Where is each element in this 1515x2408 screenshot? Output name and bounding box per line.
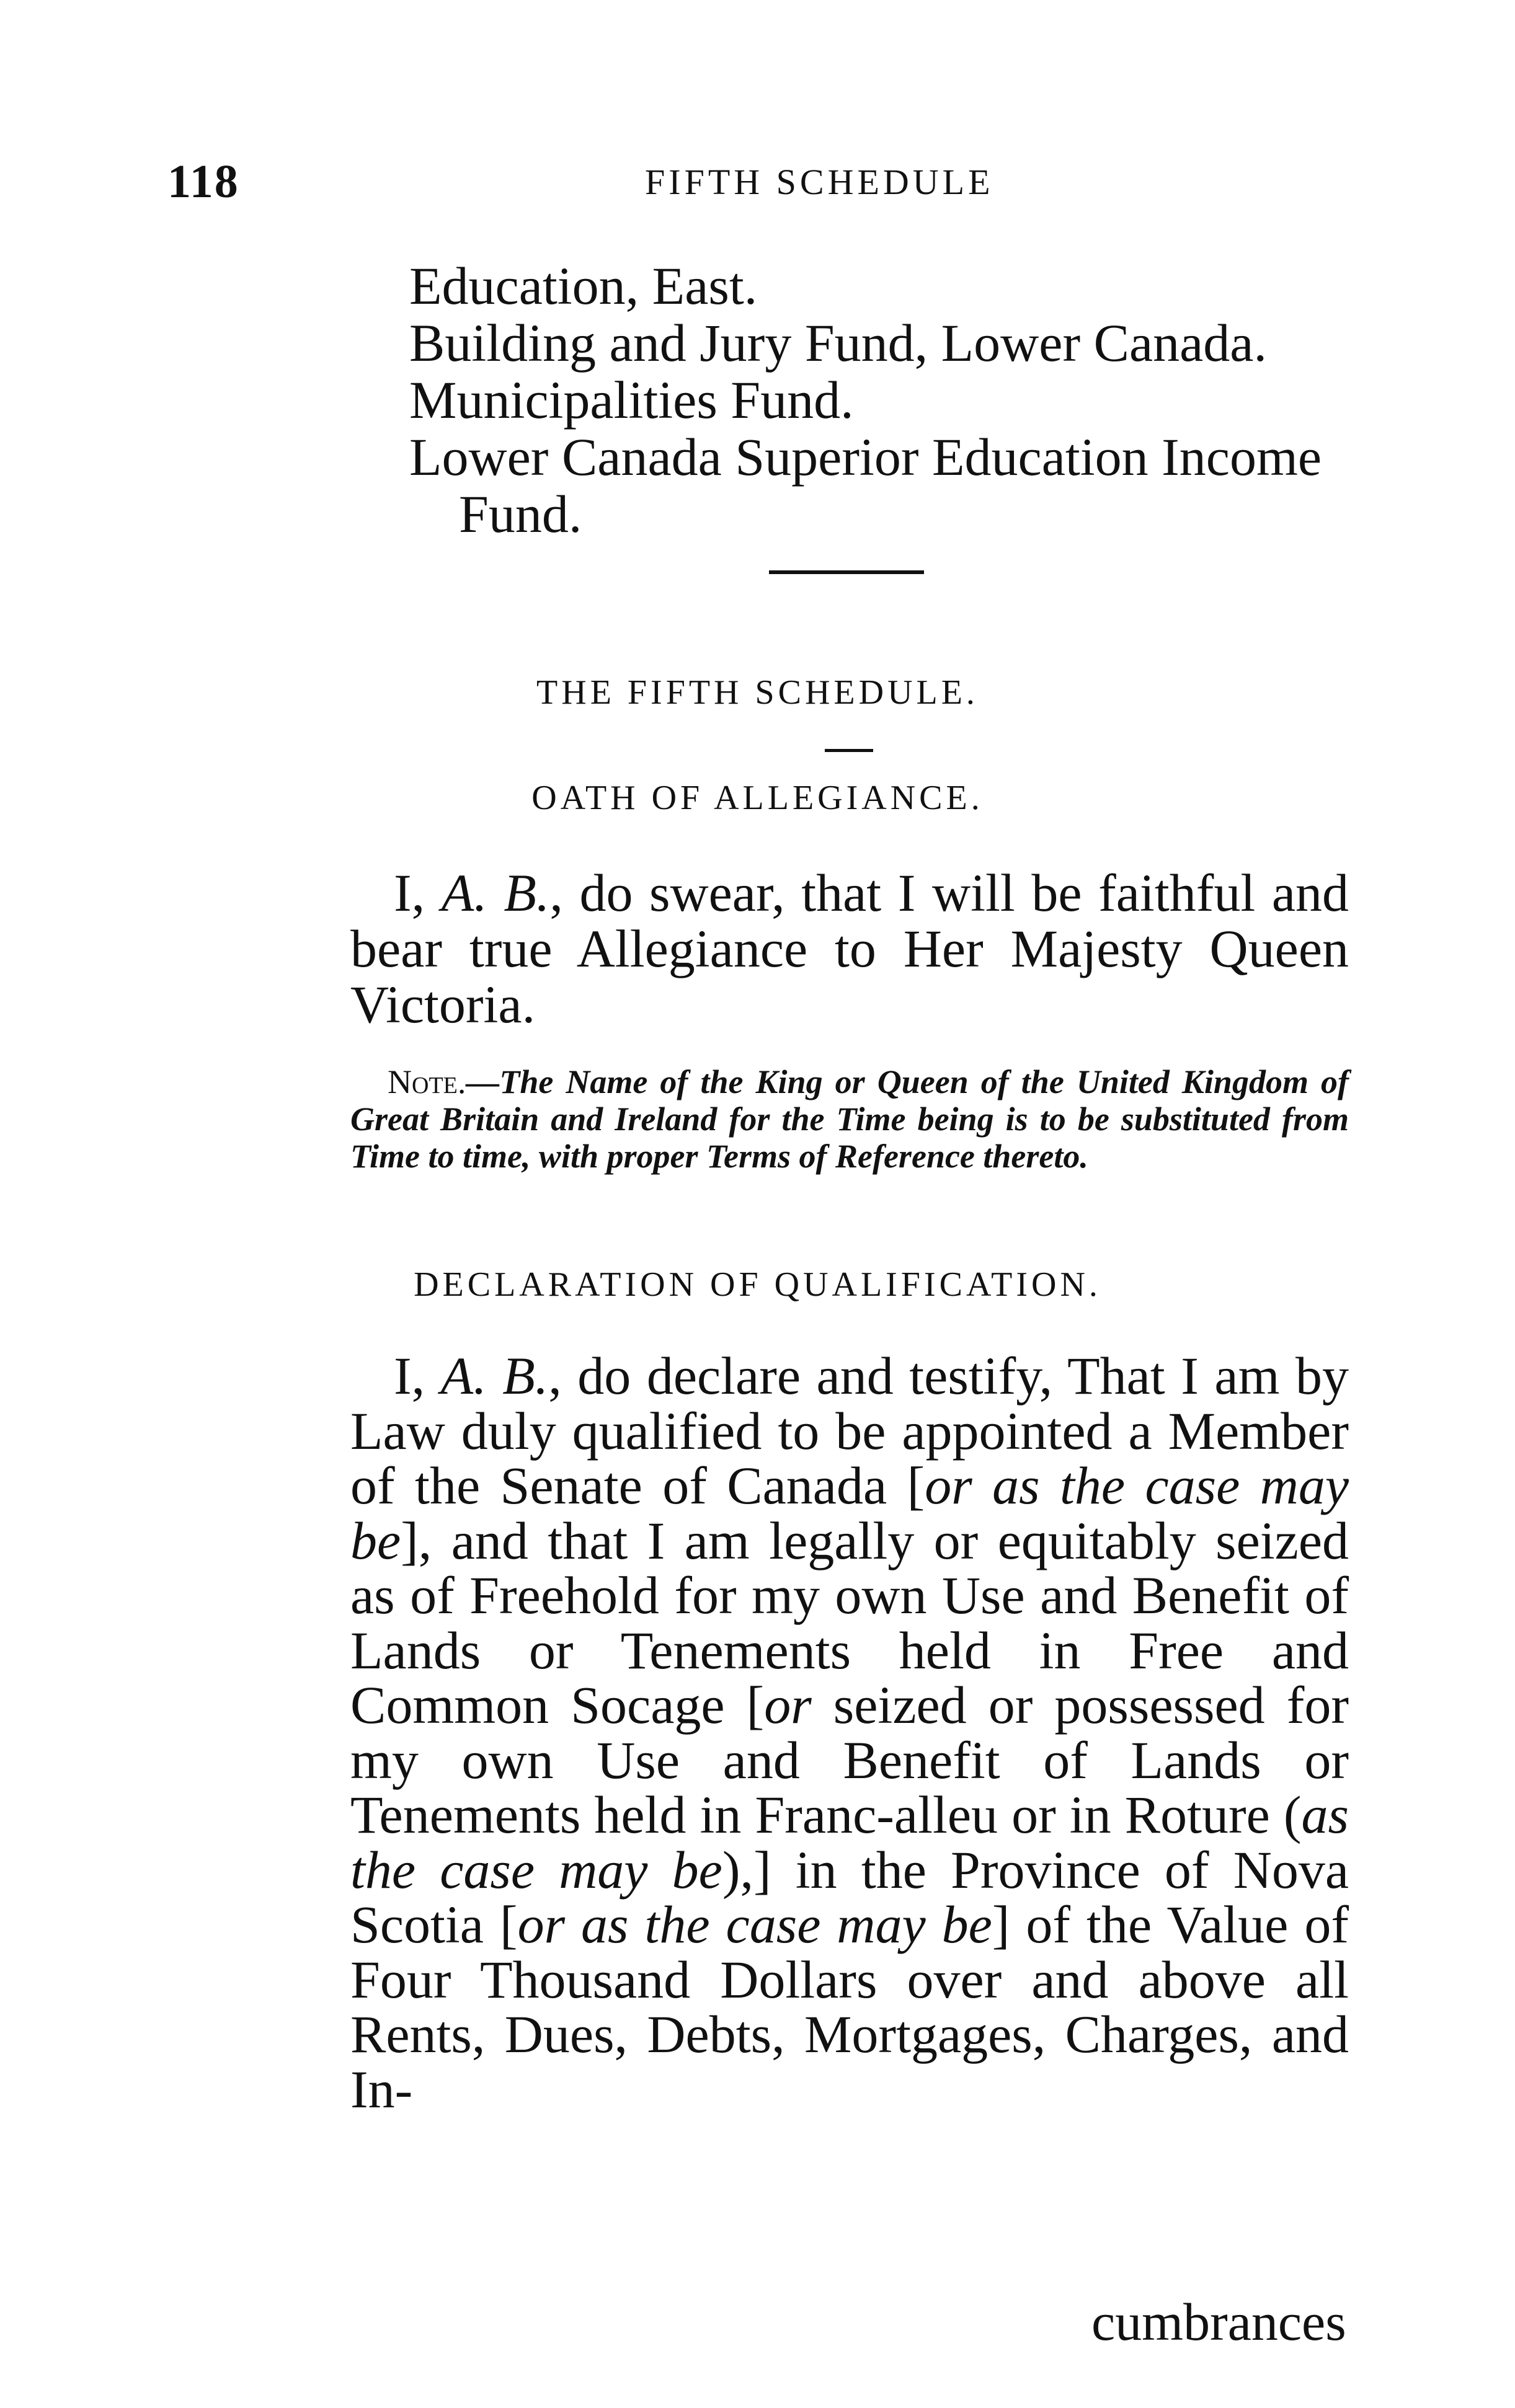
decl-part: seized or possessed for my own Use and Benefit of Lands or Tenements held in Franc-alleu or in Roture ( [350,1675,1349,1844]
oath-body: , do swear, that I will be faithful and bear true Allegiance to Her Majesty Queen Victoria. [350,863,1349,1034]
fund-list [409,257,1364,542]
schedule-heading: THE FIFTH SCHEDULE. [536,673,979,712]
oath-heading: OATH OF ALLEGIANCE. [531,779,984,817]
running-title: FIFTH SCHEDULE [645,162,994,202]
page-number: 118 [167,156,239,208]
decl-part: , do declare and testify, That I am by Law duly qualified to be appointed a Member of the Senate of Canada [ [350,1346,1349,1515]
decl-name: A. B. [440,1346,549,1405]
decl-part: ], and that I am legally or equitably seized as of Freehold for my own Use and Benefit of Lands or Tenements held in Free and Common Socage [ [350,1510,1349,1735]
section-divider [769,570,924,574]
running-head [167,155,1346,211]
list-item: Municipalities Fund. [409,370,854,430]
decl-alternative: as the case may be [350,1785,1349,1900]
list-item: Building and Jury Fund, Lower Canada. [409,313,1267,373]
list-item: Lower Canada Superior Education Income [409,427,1322,487]
short-divider [825,749,873,752]
decl-part: ] of the Value of Four Thousand Dollars over and above all Rents, Dues, Debts, Mortgages, Charges, and In- [350,1895,1349,2119]
decl-alternative: or [764,1675,812,1735]
catchword: cumbrances [1091,2292,1346,2352]
oath-text [350,865,1349,1032]
list-item: Fund. [459,484,582,544]
decl-alternative: or as the case may be [350,1456,1349,1570]
note-text: —The Name of the King or Queen of the United Kingdom of Great Britain and Ireland for the Time being is to be substituted from Time to time, with proper Terms of Reference thereto. [350,1063,1349,1175]
note [350,1063,1349,1175]
list-item: Education, East. [409,256,758,316]
note-label: Note. [388,1063,466,1100]
declaration-text [350,1348,1349,2117]
decl-part: ),] in the Province of Nova Scotia [ [350,1839,1349,1954]
oath-name: A. B. [441,863,550,923]
oath-intro: I, [394,863,442,923]
declaration-heading: DECLARATION OF QUALIFICATION. [414,1265,1101,1304]
decl-alternative: or as the case may be [517,1895,992,1954]
decl-part: I, [394,1346,441,1405]
